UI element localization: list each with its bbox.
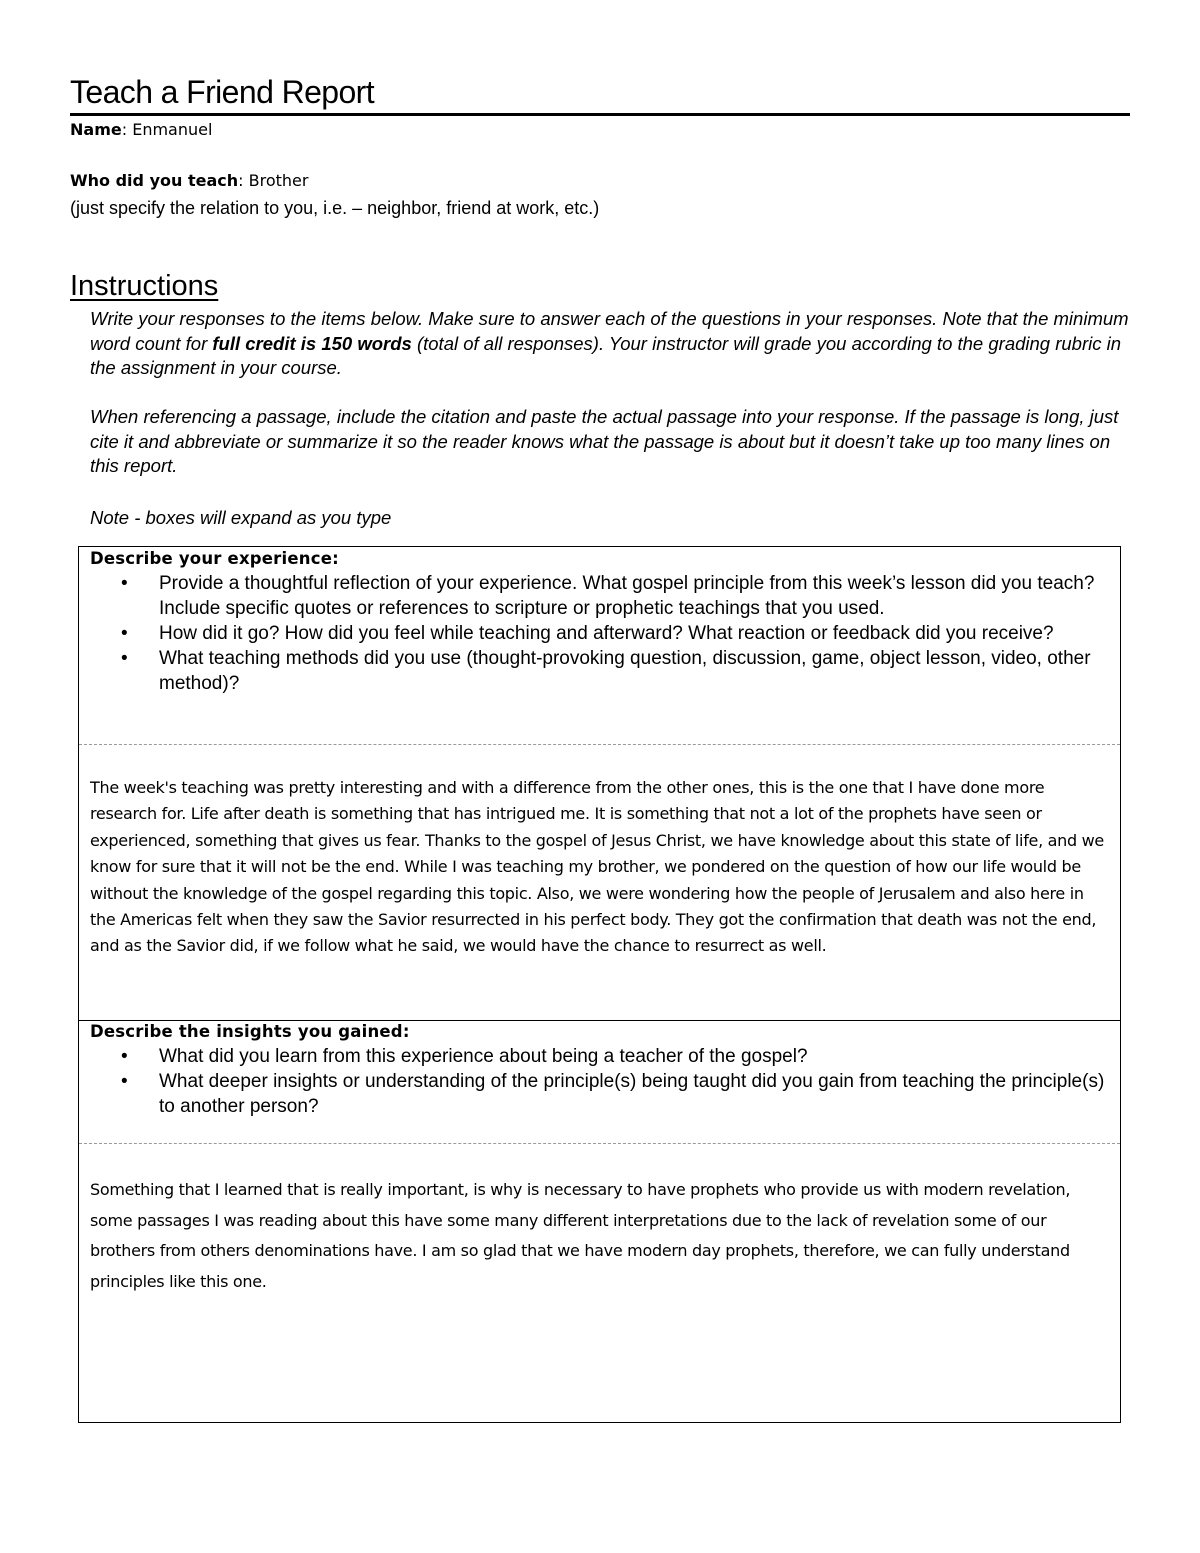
instructions-p1-end: (total of all responses). Your instructor will grade you according to the grading rubric in the assignment in your course. — [90, 332, 1122, 378]
experience-box — [78, 546, 1121, 1021]
bullet-icon: • — [121, 623, 128, 644]
insights-question-2: What deeper insights or understanding of the principle(s) being taught did you gain from teaching the principle(s) to another person? — [159, 1071, 1105, 1117]
insights-question-1: What did you learn from this experience about being a teacher of the gospel? — [159, 1046, 808, 1067]
experience-question-1: Provide a thoughtful reflection of your experience. What gospel principle from this week’s lesson did you teach? Include specific quotes or references to scripture or prophetic teachings that you used. — [159, 573, 1095, 619]
insights-box — [78, 1020, 1121, 1423]
section-divider — [79, 744, 1120, 745]
insights-prompt — [79, 1020, 1120, 1119]
list-item — [79, 571, 1120, 621]
relation-hint: (just specify the relation to you, i.e. – neighbor, friend at work, etc.) — [70, 198, 600, 218]
insights-response[interactable]: Something that I learned that is really important, is why is necessary to have prophets who provide us with modern revelation, some passages I was reading about this have some many different interpretations due to the lack of revelation some of our brothers from others denominations have. I am so glad that we have modern day prophets, therefore, we can fully understand principles like this one. — [90, 1180, 1071, 1291]
name-field: Name: Enmanuel — [70, 120, 213, 139]
name-label: Name — [70, 120, 122, 139]
who-taught-field: Who did you teach: Brother — [70, 171, 309, 190]
list-item — [79, 1069, 1120, 1119]
list-item — [79, 1044, 1120, 1069]
instructions-heading: Instructions — [70, 270, 219, 302]
insights-questions — [79, 1044, 1120, 1119]
document-title: Teach a Friend Report — [70, 72, 1130, 116]
instructions-paragraph-word-count — [90, 307, 1140, 381]
experience-response[interactable]: The week's teaching was pretty interesting and with a difference from the other ones, this is the one that I have done more research for. Life after death is something that has intrigued me. It is something that not a lot of the prophets have seen or experienced, something that gives us fear. Thanks to the gospel of Jesus Christ, we have knowledge about this state of life, and we know for sure that it will not be the end. While I was teaching my brother, we pondered on the question of how our life would be without the knowledge of the gospel regarding this topic. Also, we were wondering how the people of Jerusalem and also here in the Americas felt when they saw the Savior resurrected in his perfect body. They got the confirmation that death was not the end, and as the Savior did, if we follow what he said, we would have the chance to resurrect as well. — [90, 778, 1104, 956]
instructions-p1-bold: full credit is 150 words — [212, 332, 412, 354]
name-value[interactable]: Enmanuel — [132, 120, 213, 139]
instructions-paragraph-passages: When referencing a passage, include the citation and paste the actual passage into your response. If the passage is long, just cite it and abbreviate or summarize it so the reader knows what the passage is about but it doesn’t take up too many lines on this report. — [90, 406, 1119, 476]
instructions-note: Note - boxes will expand as you type — [90, 507, 392, 528]
insights-heading: Describe the insights you gained: — [90, 1022, 410, 1041]
bullet-icon: • — [121, 648, 128, 669]
bullet-icon: • — [121, 1046, 128, 1067]
instructions-p1-start: Write your responses to the items below. Make sure to answer each of the questions in your responses. Note that the minimum word count for — [90, 308, 1129, 354]
experience-heading: Describe your experience: — [90, 549, 339, 568]
list-item — [79, 646, 1120, 696]
experience-prompt — [79, 547, 1120, 696]
experience-question-3: What teaching methods did you use (thought-provoking question, discussion, game, object lesson, video, other method)? — [159, 648, 1091, 694]
section-divider — [79, 1143, 1120, 1144]
bullet-icon: • — [121, 1071, 128, 1092]
who-taught-label: Who did you teach — [70, 171, 239, 190]
who-taught-value[interactable]: Brother — [248, 171, 309, 190]
bullet-icon: • — [121, 573, 128, 594]
experience-question-2: How did it go? How did you feel while teaching and afterward? What reaction or feedback did you receive? — [159, 623, 1054, 644]
experience-questions — [79, 571, 1120, 696]
list-item — [79, 621, 1120, 646]
